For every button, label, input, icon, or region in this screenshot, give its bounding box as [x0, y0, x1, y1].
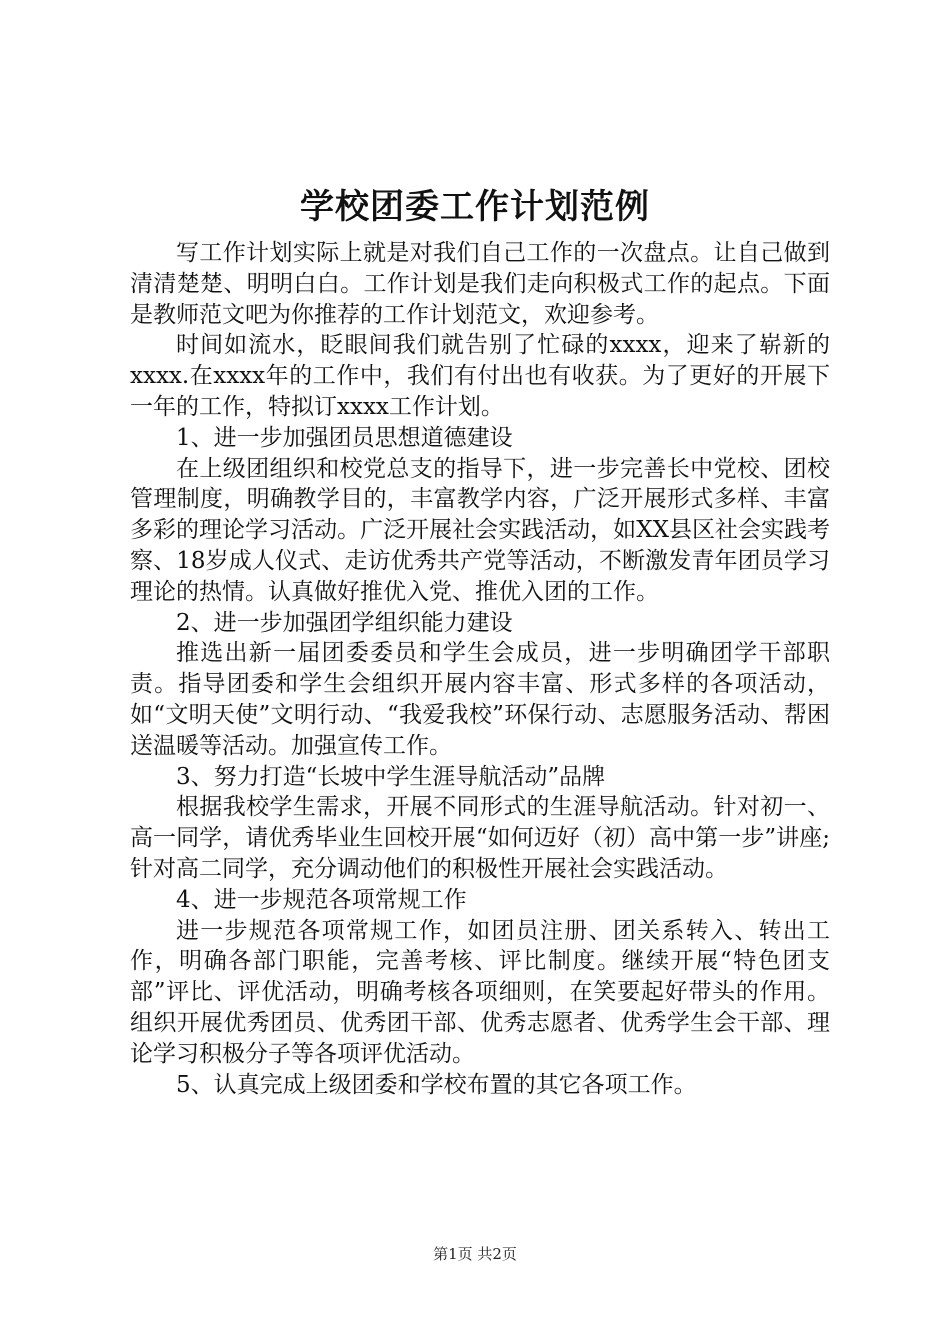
- section-heading-4: 4、进一步规范各项常规工作: [176, 886, 467, 913]
- paragraph-section-3: 根据我校学生需求，开展不同形式的生涯导航活动。针对初一、高一同学，请优秀毕业生回校开展“如何迈好（初）高中第一步”讲座;针对高二同学，充分调动他们的积极性开展社会实践活动。: [130, 794, 830, 882]
- paragraph-preface: 时间如流水，眨眼间我们就告别了忙碌的xxxx，迎来了崭新的xxxx.在xxxx年的工作中，我们有付出也有收获。为了更好的开展下一年的工作，特拟订xxxx工作计划。: [130, 332, 830, 420]
- section-heading-3: 3、努力打造“长坡中学生涯导航活动”品牌: [176, 763, 606, 790]
- section-heading-1: 1、进一步加强团员思想道德建设: [176, 424, 513, 451]
- page-footer: 第1页 共2页: [433, 1245, 517, 1263]
- section-heading-2: 2、进一步加强团学组织能力建设: [176, 609, 513, 636]
- section-heading-5: 5、认真完成上级团委和学校布置的其它各项工作。: [176, 1071, 697, 1098]
- paragraph-intro: 写工作计划实际上就是对我们自己工作的一次盘点。让自己做到清清楚楚、明明白白。工作计划是我们走向积极式工作的起点。下面是教师范文吧为你推荐的工作计划范文，欢迎参考。: [130, 240, 830, 328]
- page-title: 学校团委工作计划范例: [300, 187, 650, 227]
- document-body: [130, 238, 830, 1100]
- paragraph-section-2: 推选出新一届团委委员和学生会成员，进一步明确团学干部职责。指导团委和学生会组织开展内容丰富、形式多样的各项活动，如“文明天使”文明行动、“我爱我校”环保行动、志愿服务活动、帮困送温暖等活动。加强宣传工作。: [130, 640, 830, 759]
- paragraph-section-1: 在上级团组织和校党总支的指导下，进一步完善长中党校、团校管理制度，明确教学目的，丰富教学内容，广泛开展形式多样、丰富多彩的理论学习活动。广泛开展社会实践活动，如XX县区社会实践考察、18岁成人仪式、走访优秀共产党等活动，不断激发青年团员学习理论的热情。认真做好推优入党、推优入团的工作。: [130, 455, 830, 605]
- paragraph-section-4: 进一步规范各项常规工作，如团员注册、团关系转入、转出工作，明确各部门职能，完善考核、评比制度。继续开展“特色团支部”评比、评优活动，明确考核各项细则，在笑要起好带头的作用。组织开展优秀团员、优秀团干部、优秀志愿者、优秀学生会干部、理论学习积极分子等各项评优活动。: [130, 917, 830, 1067]
